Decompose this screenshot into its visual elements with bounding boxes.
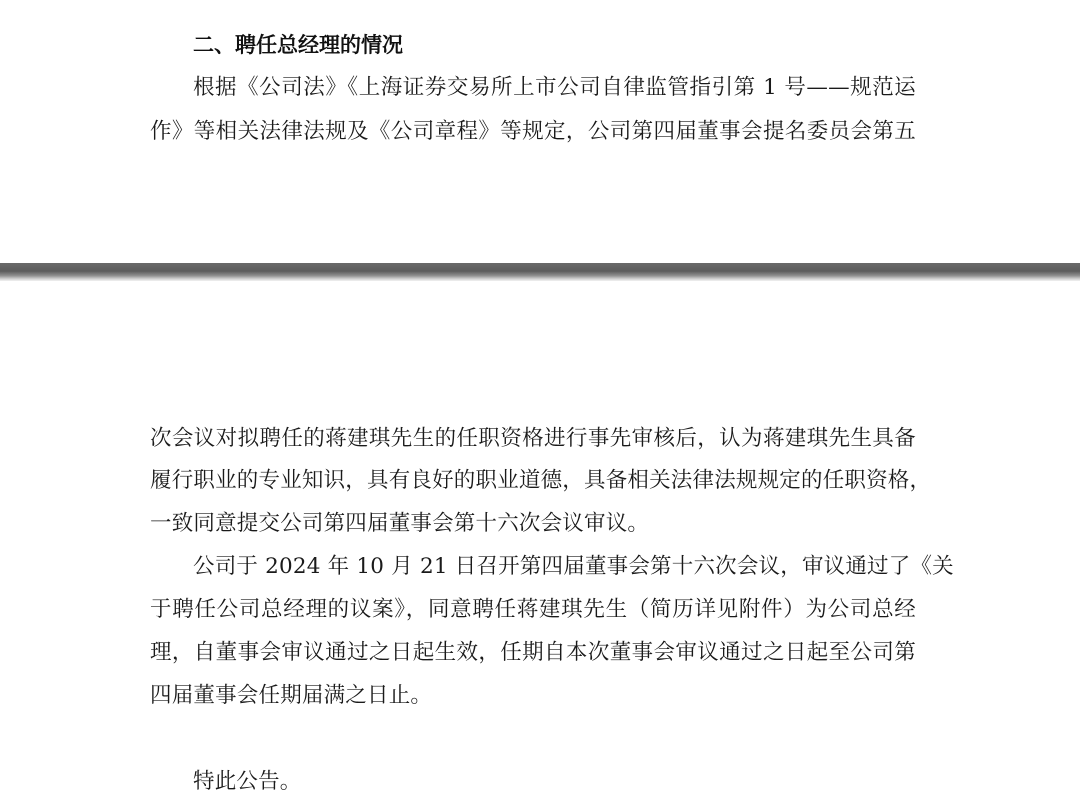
paragraph-line: 履行职业的专业知识，具有良好的职业道德，具备相关法律法规规定的任职资格， [150, 468, 932, 493]
paragraph-line: 根据《公司法》《上海证券交易所上市公司自律监管指引第 1 号——规范运 [193, 75, 916, 100]
document-page-bottom [0, 281, 1080, 809]
paragraph-line: 作》等相关法律法规及《公司章程》等规定，公司第四届董事会提名委员会第五 [150, 119, 916, 144]
document-page-top [0, 0, 1080, 263]
paragraph-line: 公司于 2024 年 10 月 21 日召开第四届董事会第十六次会议，审议通过了《关 [193, 554, 954, 579]
page-separator [0, 263, 1080, 281]
closing-text: 特此公告。 [193, 769, 302, 794]
paragraph-line: 次会议对拟聘任的蒋建琪先生的任职资格进行事先审核后，认为蒋建琪先生具备 [150, 426, 916, 451]
paragraph-line: 理，自董事会审议通过之日起生效，任期自本次董事会审议通过之日起至公司第 [150, 640, 916, 665]
paragraph-line: 于聘任公司总经理的议案》，同意聘任蒋建琪先生（简历详见附件）为公司总经 [150, 597, 916, 622]
paragraph-line: 一致同意提交公司第四届董事会第十六次会议审议。 [150, 511, 650, 536]
paragraph-line: 四届董事会任期届满之日止。 [150, 683, 433, 708]
section-heading: 二、聘任总经理的情况 [193, 33, 403, 57]
